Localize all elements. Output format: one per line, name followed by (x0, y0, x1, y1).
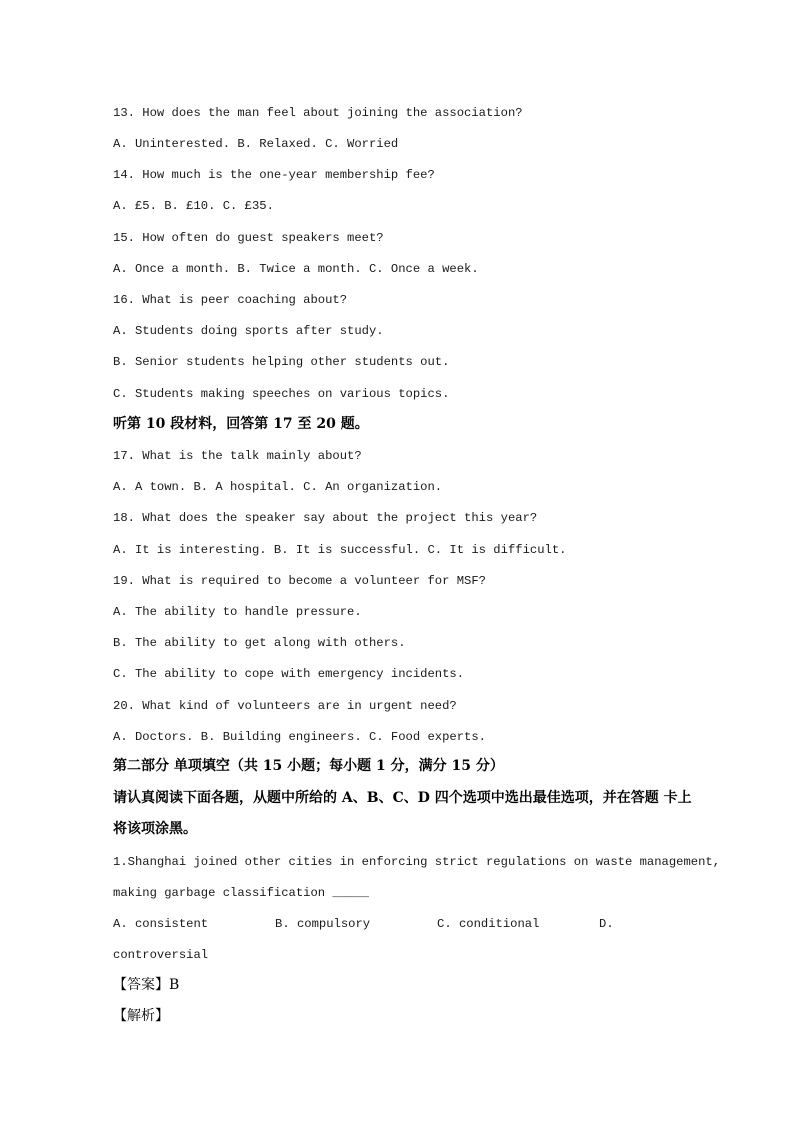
question-14-options: A. £5. B. £10. C. £35. (113, 199, 274, 213)
question-17-stem: 17. What is the talk mainly about? (113, 449, 362, 463)
question-20-stem: 20. What kind of volunteers are in urgent need? (113, 699, 457, 713)
question-18-stem: 18. What does the speaker say about the project this year? (113, 511, 538, 525)
part-2-question-1-stem-line-1: 1.Shanghai joined other cities in enforcing strict regulations on waste management, (113, 855, 721, 869)
question-17-options: A. A town. B. A hospital. C. An organization. (113, 480, 443, 494)
question-19-option-b: B. The ability to get along with others. (113, 636, 406, 650)
question-16-option-a: A. Students doing sports after study. (113, 324, 384, 338)
question-15-stem: 15. How often do guest speakers meet? (113, 231, 384, 245)
question-18-options: A. It is interesting. B. It is successful. C. It is difficult. (113, 543, 567, 557)
part-2-question-1-option-b: B. compulsory (275, 917, 371, 931)
question-15-options: A. Once a month. B. Twice a month. C. Once a week. (113, 262, 479, 276)
question-20-options: A. Doctors. B. Building engineers. C. Food experts. (113, 730, 486, 744)
question-19-stem: 19. What is required to become a volunteer for MSF? (113, 574, 486, 588)
part-2-question-1-option-d-text: controversial (113, 948, 209, 962)
part-2-question-1-option-c: C. conditional (437, 917, 540, 931)
question-13-options: A. Uninterested. B. Relaxed. C. Worried (113, 137, 399, 151)
part-2-heading: 第二部分 单项填空（共 15 小题；每小题 1 分，满分 15 分） (113, 758, 504, 774)
question-16-option-b: B. Senior students helping other students out. (113, 355, 450, 369)
section-10-heading: 听第 10 段材料，回答第 17 至 20 题。 (113, 416, 369, 432)
question-14-stem: 14. How much is the one-year membership fee? (113, 168, 435, 182)
question-16-option-c: C. Students making speeches on various topics. (113, 387, 450, 401)
part-2-question-1-stem-line-2: making garbage classification _____ (113, 886, 369, 900)
question-19-option-a: A. The ability to handle pressure. (113, 605, 362, 619)
question-16-stem: 16. What is peer coaching about? (113, 293, 348, 307)
part-2-instruction-line-1: 请认真阅读下面各题，从题中所给的 A、B、C、D 四个选项中选出最佳选项，并在答题 卡上 (113, 790, 692, 806)
part-2-question-1-option-d-label: D. (599, 917, 614, 931)
analysis-label: 【解析】 (113, 1008, 169, 1024)
part-2-question-1-option-a: A. consistent (113, 917, 209, 931)
question-13-stem: 13. How does the man feel about joining the association? (113, 106, 523, 120)
part-2-instruction-line-2: 将该项涂黑。 (113, 821, 197, 837)
question-19-option-c: C. The ability to cope with emergency incidents. (113, 667, 465, 681)
answer-label: 【答案】B (113, 977, 180, 993)
